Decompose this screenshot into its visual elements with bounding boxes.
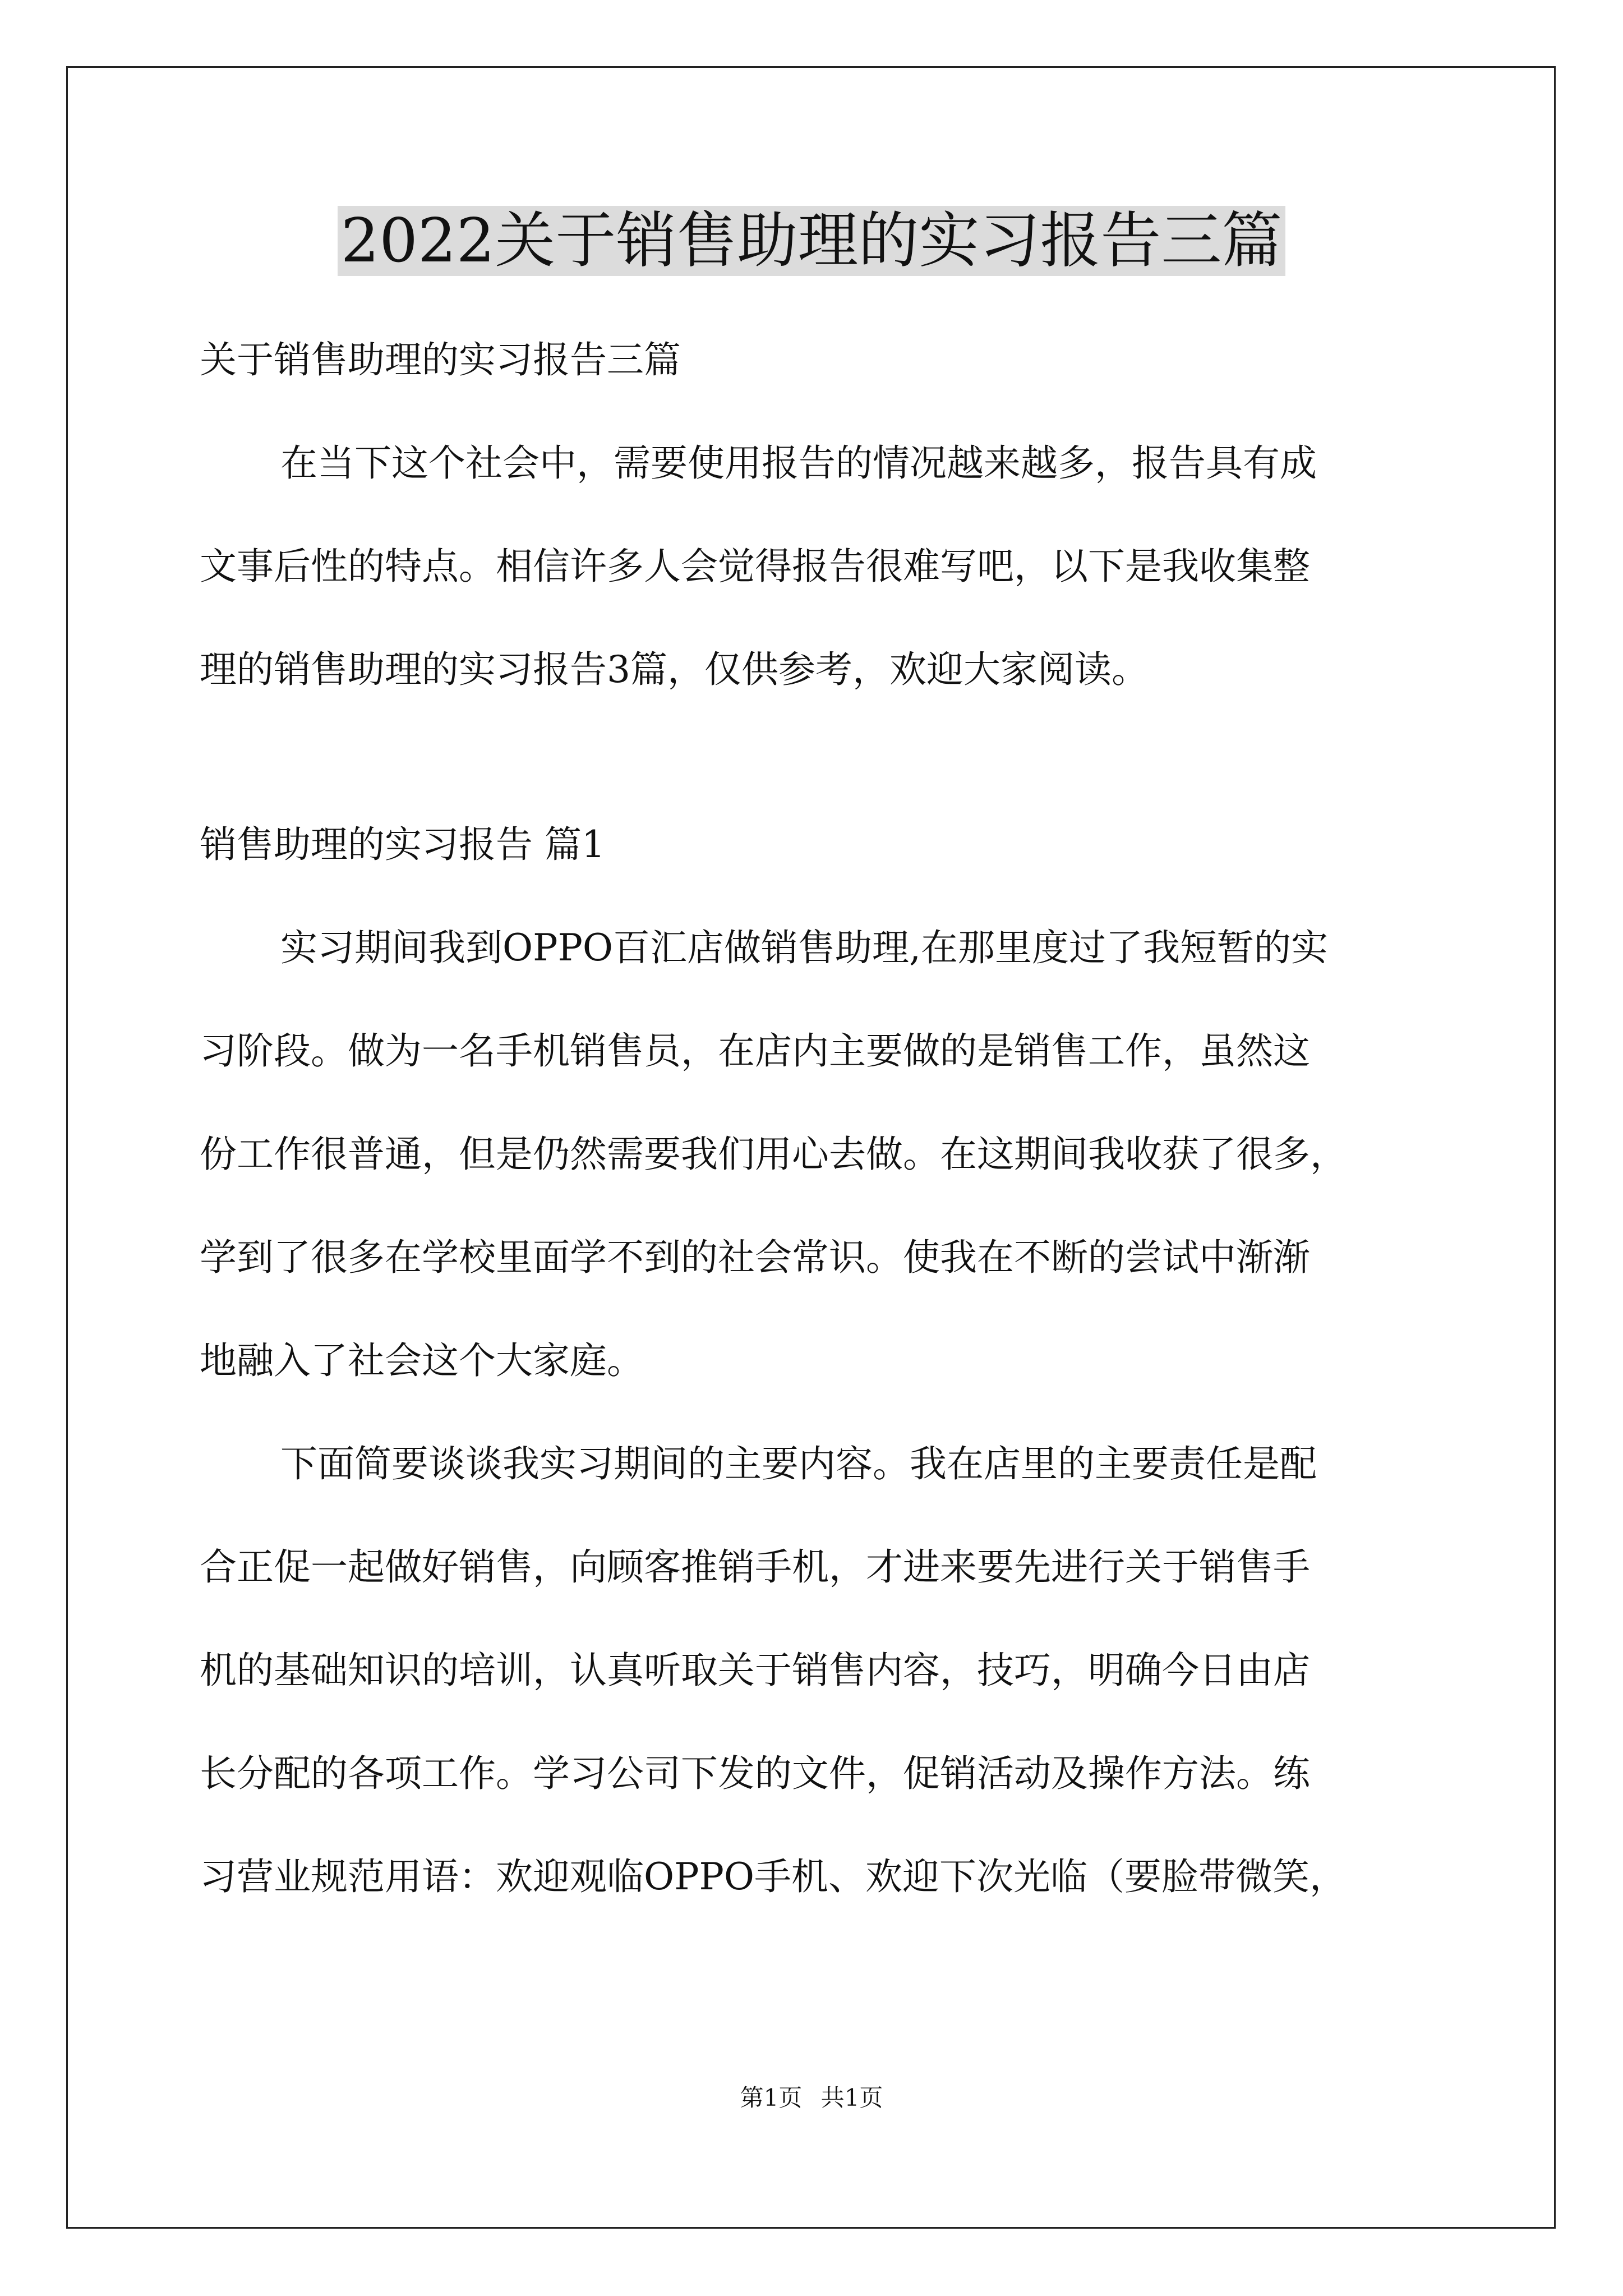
intro-line: 理的销售助理的实习报告3篇，仅供参考，欢迎大家阅读。 bbox=[200, 648, 1149, 691]
paragraph2-line: 长分配的各项工作。学习公司下发的文件，促销活动及操作方法。练 bbox=[200, 1752, 1310, 1795]
document-title-text: 2022关于销售助理的实习报告三篇 bbox=[338, 206, 1286, 276]
paragraph1-line: 份工作很普通，但是仍然需要我们用心去做。在这期间我收获了很多， bbox=[200, 1133, 1347, 1176]
intro-line: 在当下这个社会中，需要使用报告的情况越来越多，报告具有成 bbox=[280, 441, 1317, 485]
page-footer: 第1页 共1页 bbox=[740, 2084, 883, 2111]
subtitle: 关于销售助理的实习报告三篇 bbox=[200, 338, 681, 381]
section-gap bbox=[200, 721, 1433, 793]
paragraph1-line: 习阶段。做为一名手机销售员，在店内主要做的是销售工作，虽然这 bbox=[200, 1029, 1310, 1073]
document-body bbox=[200, 309, 1433, 1929]
intro-line: 文事后性的特点。相信许多人会觉得报告很难写吧，以下是我收集整 bbox=[200, 545, 1310, 588]
paragraph2-line: 机的基础知识的培训，认真听取关于销售内容，技巧，明确今日由店 bbox=[200, 1649, 1310, 1692]
paragraph2-line: 习营业规范用语：欢迎观临OPPO手机、欢迎下次光临（要脸带微笑， bbox=[200, 1855, 1347, 1898]
section-heading: 销售助理的实习报告 篇1 bbox=[200, 823, 605, 866]
document-title bbox=[0, 202, 1623, 280]
paragraph1-line: 学到了很多在学校里面学不到的社会常识。使我在不断的尝试中渐渐 bbox=[200, 1236, 1310, 1279]
paragraph1-line: 地融入了社会这个大家庭。 bbox=[200, 1339, 644, 1382]
paragraph2-line: 合正促一起做好销售，向顾客推销手机，才进来要先进行关于销售手 bbox=[200, 1545, 1310, 1589]
paragraph1-line: 实习期间我到OPPO百汇店做销售助理,在那里度过了我短暂的实 bbox=[280, 926, 1329, 969]
paragraph2-line: 下面简要谈谈我实习期间的主要内容。我在店里的主要责任是配 bbox=[280, 1442, 1317, 1485]
